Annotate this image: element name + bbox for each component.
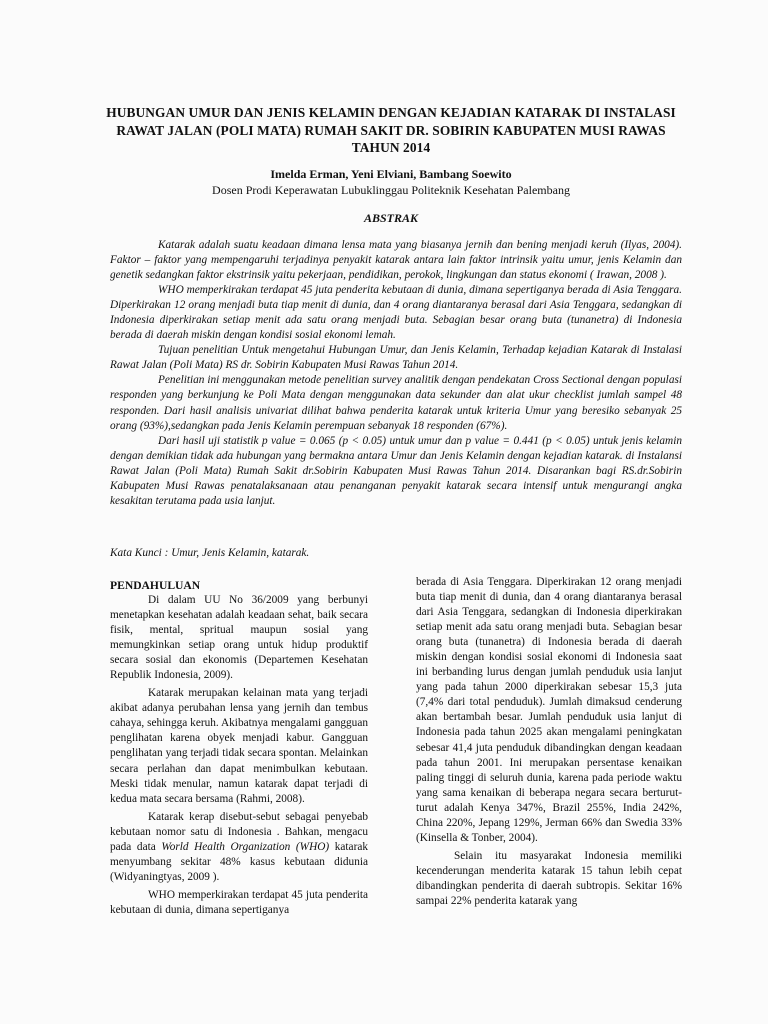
abstract-paragraph: Penelitian ini menggunakan metode penelitian survey analitik dengan pendekatan Cross Sectional dengan populasi responden yang berkunjung ke Poli Mata dengan menggunakan data sekunder dan alat ukur checklist jumlah sampel 48 responden. Dari hasil analisis univariat dilihat bahwa penderita katarak untuk kriteria Umur yang beresiko sebanyak 25 orang (93%),sedangkan pada Jenis Kelamin perempuan sebanyak 18 responden (67%). (110, 374, 682, 432)
body-text: katarak menyumbang sekitar 48% kasus kebutaan didunia (Widyaningtyas, 2009 ). (110, 840, 368, 883)
paper-title: HUBUNGAN UMUR DAN JENIS KELAMIN DENGAN KEJADIAN KATARAK DI INSTALASI RAWAT JALAN (POLI MATA) RUMAH SAKIT DR. SOBIRIN KABUPATEN MUSI RAWAS TAHUN 2014 (106, 105, 676, 155)
author-list: Imelda Erman, Yeni Elviani, Bambang Soewito (270, 167, 512, 181)
right-column (416, 575, 682, 910)
body-paragraph: Di dalam UU No 36/2009 yang berbunyi menetapkan kesehatan adalah keadaan sehat, baik secara fisik, mental, spritual maupun sosial yang memungkinkan setiap orang untuk hidup produktif secara sosial dan ekonomis (Departemen Kesehatan Republik Indonesia, 2009). (110, 594, 368, 682)
abstract-paragraph: WHO memperkirakan terdapat 45 juta penderita kebutaan di dunia, dimana sepertiganya berada di Asia Tenggara. Diperkirakan 12 orang menjadi buta tiap menit di dunia, dan 4 orang diantaranya berasal dari Asia Tenggara, sedangkan di Indonesia diperkirakan setiap menit ada satu orang menjadi buta. Sebagian besar orang buta (tunanetra) di Indonesia berada di daerah miskin dengan kondisi sosial ekonomi lemah. (110, 284, 682, 342)
body-paragraph (110, 810, 368, 885)
abstract-heading: ABSTRAK (363, 211, 419, 225)
keywords: Kata Kunci : Umur, Jenis Kelamin, katarak. (110, 547, 310, 559)
abstract-paragraph: Katarak adalah suatu keadaan dimana lensa mata yang biasanya jernih dan bening menjadi keruh (Ilyas, 2004). Faktor – faktor yang mempengaruhi terjadinya penyakit katarak antara lain faktor intrinsik yaitu umur, jenis Kelamin dan genetik sedangkan faktor ekstrinsik yaitu pekerjaan, pendidikan, perokok, lingkungan dan status ekonomi ( Irawan, 2008 ). (110, 239, 682, 282)
author-affiliation: Dosen Prodi Keperawatan Lubuklinggau Politeknik Kesehatan Palembang (212, 183, 570, 197)
abstract-paragraph: Tujuan penelitian Untuk mengetahui Hubungan Umur, dan Jenis Kelamin, Terhadap kejadian Katarak di Instalasi Rawat Jalan (Poli Mata) RS dr. Sobirin Kabupaten Musi Rawas Tahun 2014. (110, 344, 682, 372)
body-paragraph: WHO memperkirakan terdapat 45 juta penderita kebutaan di dunia, dimana sepertiganya (110, 888, 368, 916)
who-name-italic: World Health Organization (WHO) (161, 840, 330, 853)
body-paragraph: Selain itu masyarakat Indonesia memiliki kecenderungan menderita katarak 15 tahun lebih cepat dibandingkan penderita di daerah subtropis. Sekitar 16% sampai 22% penderita katarak yang (416, 849, 682, 907)
abstract-paragraph: Dari hasil uji statistik p value = 0.065 (p < 0.05) untuk umur dan p value = 0.441 (p < 0.05) untuk jenis kelamin dengan demikian tidak ada hubungan yang bermakna antara Umur dan Jenis Kelamin dengan kejadian katarak. di Instalansi Rawat Jalan (Poli Mata) Rumah Sakit dr.Sobirin Kabupaten Musi Rawas Tahun 2014. Disarankan bagi RS.dr.Sobirin Kabupaten Musi Rawas penatalaksanaan atau penanganan penyakit katarak secara intensif untuk mengurangi angka kesakitan terutama pada usia lanjut. (110, 434, 682, 507)
body-paragraph: Katarak merupakan kelainan mata yang terjadi akibat adanya perubahan lensa yang jernih dan tembus cahaya, sehingga keruh. Akibatnya mengalami gangguan penglihatan karena obyek menjadi kabur. Gangguan penglihatan yang terjadi tidak secara spontan. Melainkan secara perlahan dan dapat menimbulkan kebutaan. Meski tidak menular, namun katarak dapat terjadi di kedua mata secara bersama (Rahmi, 2008). (110, 687, 368, 805)
body-text: Katarak kerap disebut-sebut sebagai penyebab kebutaan nomor satu di Indonesia . Bahkan, mengacu pada data (110, 810, 368, 853)
body-paragraph: berada di Asia Tenggara. Diperkirakan 12 orang menjadi buta tiap menit di dunia, dan 4 orang diantaranya berasal dari Asia Tenggara, sedangkan di Indonesia diperkirakan setiap menit ada satu orang menjadi buta. Sebagian besar orang buta (tunanetra) di Indonesia berada di daerah miskin dengan kondisi sosial ekonomi di Indonesia saat ini berbanding lurus dengan jumlah penduduk usia lanjut yang pada tahun 2000 diperkirakan sebesar 15,3 juta (7,4% dari total penduduk). Jumlah dimaksud cenderung akan bertambah besar. Jumlah penduduk usia lanjut di Indonesia pada tahun 2025 akan mengalami peningkatan sebesar 41,4 juta penduduk dibandingkan dengan keadaan pada tahun 2001. Ini merupakan persentase kenaikan paling tinggi di seluruh dunia, karena pada periode waktu yang sama kenaikan di beberapa negara secara berturut-turut adalah Kenya 347%, Brazil 255%, India 242%, China 220%, Jepang 129%, Jerman 66% dan Swedia 33% (Kinsella & Tonber, 2004). (416, 576, 682, 844)
left-column (110, 578, 368, 919)
abstract-body (110, 238, 682, 509)
section-heading-pendahuluan: PENDAHULUAN (110, 579, 201, 592)
